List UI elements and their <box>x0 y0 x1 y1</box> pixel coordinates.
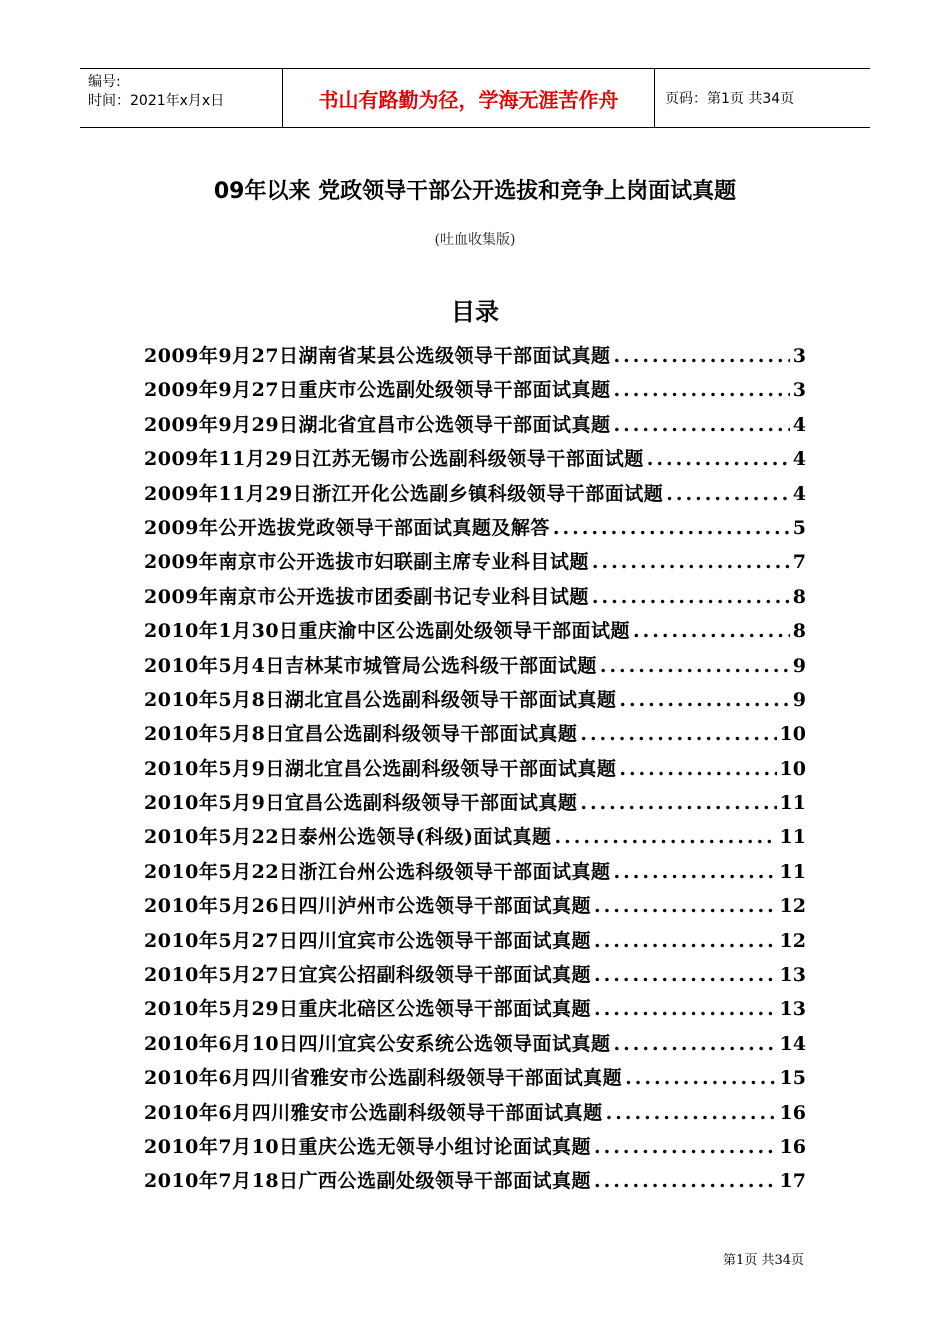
toc-leader-dots <box>594 992 777 1026</box>
toc-entry[interactable] <box>144 889 806 923</box>
toc-entry-page: 12 <box>779 929 806 952</box>
toc-entry-title: 2010年5月4日吉林某市城管局公选科级干部面试题 <box>144 654 597 677</box>
toc-entry-title: 2010年5月26日四川泸州市公选领导干部面试真题 <box>144 895 592 918</box>
toc-entry-page: 4 <box>792 482 806 505</box>
toc-leader-dots <box>619 752 776 786</box>
toc-entry-page: 10 <box>779 757 806 780</box>
toc-entry-title: 2009年9月27日重庆市公选副处级领导干部面试真题 <box>144 379 611 402</box>
header-motto: 书山有路勤为径，学海无涯苦作舟 <box>282 69 655 127</box>
toc-entry[interactable] <box>144 717 806 751</box>
toc-entry[interactable] <box>144 580 806 614</box>
toc-entry-title: 2010年5月22日泰州公选领导(科级)面试真题 <box>144 826 552 849</box>
toc-entry[interactable] <box>144 373 806 407</box>
toc-leader-dots <box>592 580 790 614</box>
toc-entry-title: 2010年6月四川雅安市公选副科级领导干部面试真题 <box>144 1101 603 1124</box>
toc-entry-title: 2010年5月9日宜昌公选副科级领导干部面试真题 <box>144 792 578 815</box>
toc-entry-page: 17 <box>779 1170 806 1193</box>
toc-entry-page: 13 <box>779 998 806 1021</box>
toc-entry[interactable] <box>144 339 806 373</box>
toc-leader-dots <box>666 477 790 511</box>
toc-entry[interactable] <box>144 786 806 820</box>
toc-entry[interactable] <box>144 442 806 476</box>
toc-leader-dots <box>594 958 777 992</box>
toc-entry-page: 15 <box>779 1067 806 1090</box>
toc-leader-dots <box>600 649 790 683</box>
toc-leader-dots <box>614 408 790 442</box>
toc-entry[interactable] <box>144 820 806 854</box>
toc-entry-title: 2010年7月18日广西公选副处级领导干部面试真题 <box>144 1170 592 1193</box>
toc-entry-title: 2010年5月8日湖北宜昌公选副科级领导干部面试真题 <box>144 688 617 711</box>
toc-entry-page: 14 <box>779 1032 806 1055</box>
toc-entry[interactable] <box>144 1164 806 1198</box>
toc-entry-title: 2009年公开选拔党政领导干部面试真题及解答 <box>144 516 550 539</box>
toc-entry-page: 3 <box>792 379 806 402</box>
number-label: 编号: <box>88 74 121 90</box>
toc-leader-dots <box>580 717 776 751</box>
table-of-contents <box>144 339 806 1199</box>
toc-entry-page: 7 <box>792 551 806 574</box>
toc-entry-title: 2009年9月27日湖南省某县公选级领导干部面试真题 <box>144 345 611 367</box>
page-header <box>80 68 870 128</box>
toc-leader-dots <box>614 339 790 373</box>
toc-entry-title: 2010年5月8日宜昌公选副科级领导干部面试真题 <box>144 723 578 746</box>
toc-entry-title: 2010年5月22日浙江台州公选科级领导干部面试真题 <box>144 860 611 883</box>
toc-entry[interactable] <box>144 752 806 786</box>
toc-leader-dots <box>614 373 790 407</box>
toc-leader-dots <box>555 820 777 854</box>
header-page-label: 页码：第1页 共34页 <box>665 91 795 107</box>
toc-entry-title: 2010年5月9日湖北宜昌公选副科级领导干部面试真题 <box>144 757 617 780</box>
toc-entry-title: 2010年1月30日重庆渝中区公选副处级领导干部面试题 <box>144 620 631 643</box>
toc-entry[interactable] <box>144 408 806 442</box>
toc-leader-dots <box>594 1130 777 1164</box>
toc-entry-page: 10 <box>779 723 806 746</box>
toc-entry[interactable] <box>144 992 806 1026</box>
toc-entry-title: 2009年11月29日浙江开化公选副乡镇科级领导干部面试题 <box>144 482 664 505</box>
toc-entry-page: 13 <box>779 964 806 987</box>
toc-leader-dots <box>633 614 790 648</box>
document-subtitle: (吐血收集版) <box>434 232 516 248</box>
toc-entry-page: 5 <box>792 516 806 539</box>
toc-entry-title: 2009年11月29日江苏无锡市公选副科级领导干部面试题 <box>144 448 644 471</box>
toc-entry[interactable] <box>144 477 806 511</box>
document-title: 09年以来 党政领导干部公开选拔和竞争上岗面试真题 <box>213 179 737 204</box>
toc-entry-title: 2010年5月27日宜宾公招副科级领导干部面试真题 <box>144 964 592 987</box>
toc-entry-page: 11 <box>779 826 806 849</box>
toc-entry-page: 9 <box>792 654 806 677</box>
toc-entry-title: 2010年6月10日四川宜宾公安系统公选领导面试真题 <box>144 1032 611 1055</box>
toc-entry-title: 2010年6月四川省雅安市公选副科级领导干部面试真题 <box>144 1067 623 1090</box>
toc-entry-page: 12 <box>779 895 806 918</box>
toc-entry-page: 4 <box>792 448 806 471</box>
toc-entry[interactable] <box>144 683 806 717</box>
toc-entry-page: 11 <box>779 860 806 883</box>
toc-entry-title: 2009年南京市公开选拔市团委副书记专业科目试题 <box>144 585 589 608</box>
toc-entry[interactable] <box>144 511 806 545</box>
toc-entry[interactable] <box>144 958 806 992</box>
toc-leader-dots <box>594 1164 777 1198</box>
toc-entry-page: 9 <box>792 688 806 711</box>
toc-entry-title: 2010年5月27日四川宜宾市公选领导干部面试真题 <box>144 929 592 952</box>
toc-entry[interactable] <box>144 1096 806 1130</box>
toc-entry-page: 16 <box>779 1135 806 1158</box>
toc-leader-dots <box>580 786 776 820</box>
toc-leader-dots <box>594 924 777 958</box>
toc-entry[interactable] <box>144 855 806 889</box>
toc-leader-dots <box>625 1061 776 1095</box>
toc-entry-title: 2009年9月29日湖北省宜昌市公选领导干部面试真题 <box>144 413 611 436</box>
header-meta <box>80 69 282 127</box>
toc-leader-dots <box>594 889 777 923</box>
toc-leader-dots <box>647 442 790 476</box>
toc-entry[interactable] <box>144 924 806 958</box>
toc-leader-dots <box>553 511 790 545</box>
toc-entry-page: 8 <box>792 620 806 643</box>
toc-entry-title: 2010年5月29日重庆北碚区公选领导干部面试真题 <box>144 998 592 1021</box>
toc-entry-page: 3 <box>792 345 806 367</box>
toc-entry[interactable] <box>144 1130 806 1164</box>
toc-entry[interactable] <box>144 1061 806 1095</box>
toc-leader-dots <box>619 683 789 717</box>
time-label: 时间：2021年x月x日 <box>88 93 225 109</box>
toc-heading: 目录 <box>451 298 499 326</box>
toc-entry-title: 2009年南京市公开选拔市妇联副主席专业科目试题 <box>144 551 589 574</box>
toc-entry-page: 16 <box>779 1101 806 1124</box>
toc-entry[interactable] <box>144 545 806 579</box>
toc-leader-dots <box>614 855 777 889</box>
toc-leader-dots <box>606 1096 777 1130</box>
toc-entry-page: 8 <box>792 585 806 608</box>
toc-entry-page: 11 <box>779 792 806 815</box>
toc-leader-dots <box>614 1027 777 1061</box>
toc-entry-title: 2010年7月10日重庆公选无领导小组讨论面试真题 <box>144 1135 592 1158</box>
page-footer: 第1页 共34页 <box>723 1253 804 1268</box>
toc-leader-dots <box>592 545 790 579</box>
toc-entry-page: 4 <box>792 413 806 436</box>
toc-entry[interactable] <box>144 614 806 648</box>
toc-entry[interactable] <box>144 649 806 683</box>
toc-entry[interactable] <box>144 1027 806 1061</box>
